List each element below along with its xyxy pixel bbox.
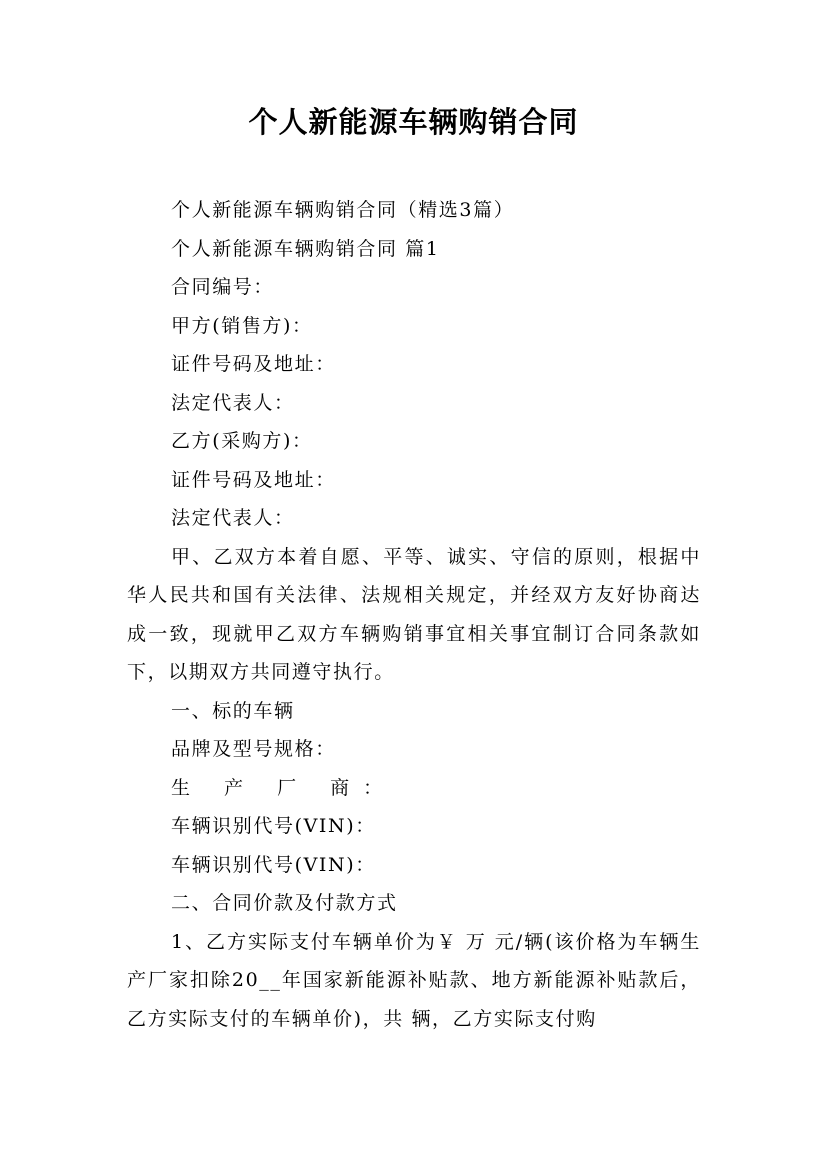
party-b-representative-field: 法定代表人： (171, 507, 295, 529)
party-a-field: 甲方(销售方)： (171, 314, 313, 337)
vin-field-2: 车辆识别代号(VIN)： (171, 853, 376, 876)
contract-number-field: 合同编号： (171, 276, 275, 298)
section-2-heading: 二、合同价款及付款方式 (171, 892, 398, 914)
section-1-heading: 一、标的车辆 (171, 699, 295, 722)
chapter-heading: 个人新能源车辆购销合同 篇1 (171, 237, 440, 260)
subtitle-line: 个人新能源车辆购销合同（精选3篇） (171, 199, 515, 221)
preamble-paragraph: 甲、乙双方本着自愿、平等、诚实、守信的原则，根据中华人民共和国有关法律、法规相关规定，并经双方友好协商达成一致，现就甲乙双方车辆购销事宜相关事宜制订合同条款如下，以期双方共同遵守执行。 (127, 545, 701, 683)
party-b-id-address-field: 证件号码及地址： (171, 468, 336, 491)
manufacturer-field: 生 产 厂 商： (171, 776, 397, 799)
brand-model-field: 品牌及型号规格： (171, 738, 336, 760)
party-b-field: 乙方(采购方)： (171, 430, 313, 452)
price-paragraph: 1、乙方实际支付车辆单价为￥ 万 元/辆(该价格为车辆生产厂家扣除20__年国家新能源补贴款、地方新能源补贴款后，乙方实际支付的车辆单价)，共 辆，乙方实际支付购 (127, 930, 701, 1030)
vin-field-1: 车辆识别代号(VIN)： (171, 815, 376, 837)
party-a-id-address-field: 证件号码及地址： (171, 353, 336, 375)
document-body (127, 191, 701, 1038)
party-a-representative-field: 法定代表人： (171, 391, 295, 414)
document-title: 个人新能源车辆购销合同 (248, 105, 579, 139)
